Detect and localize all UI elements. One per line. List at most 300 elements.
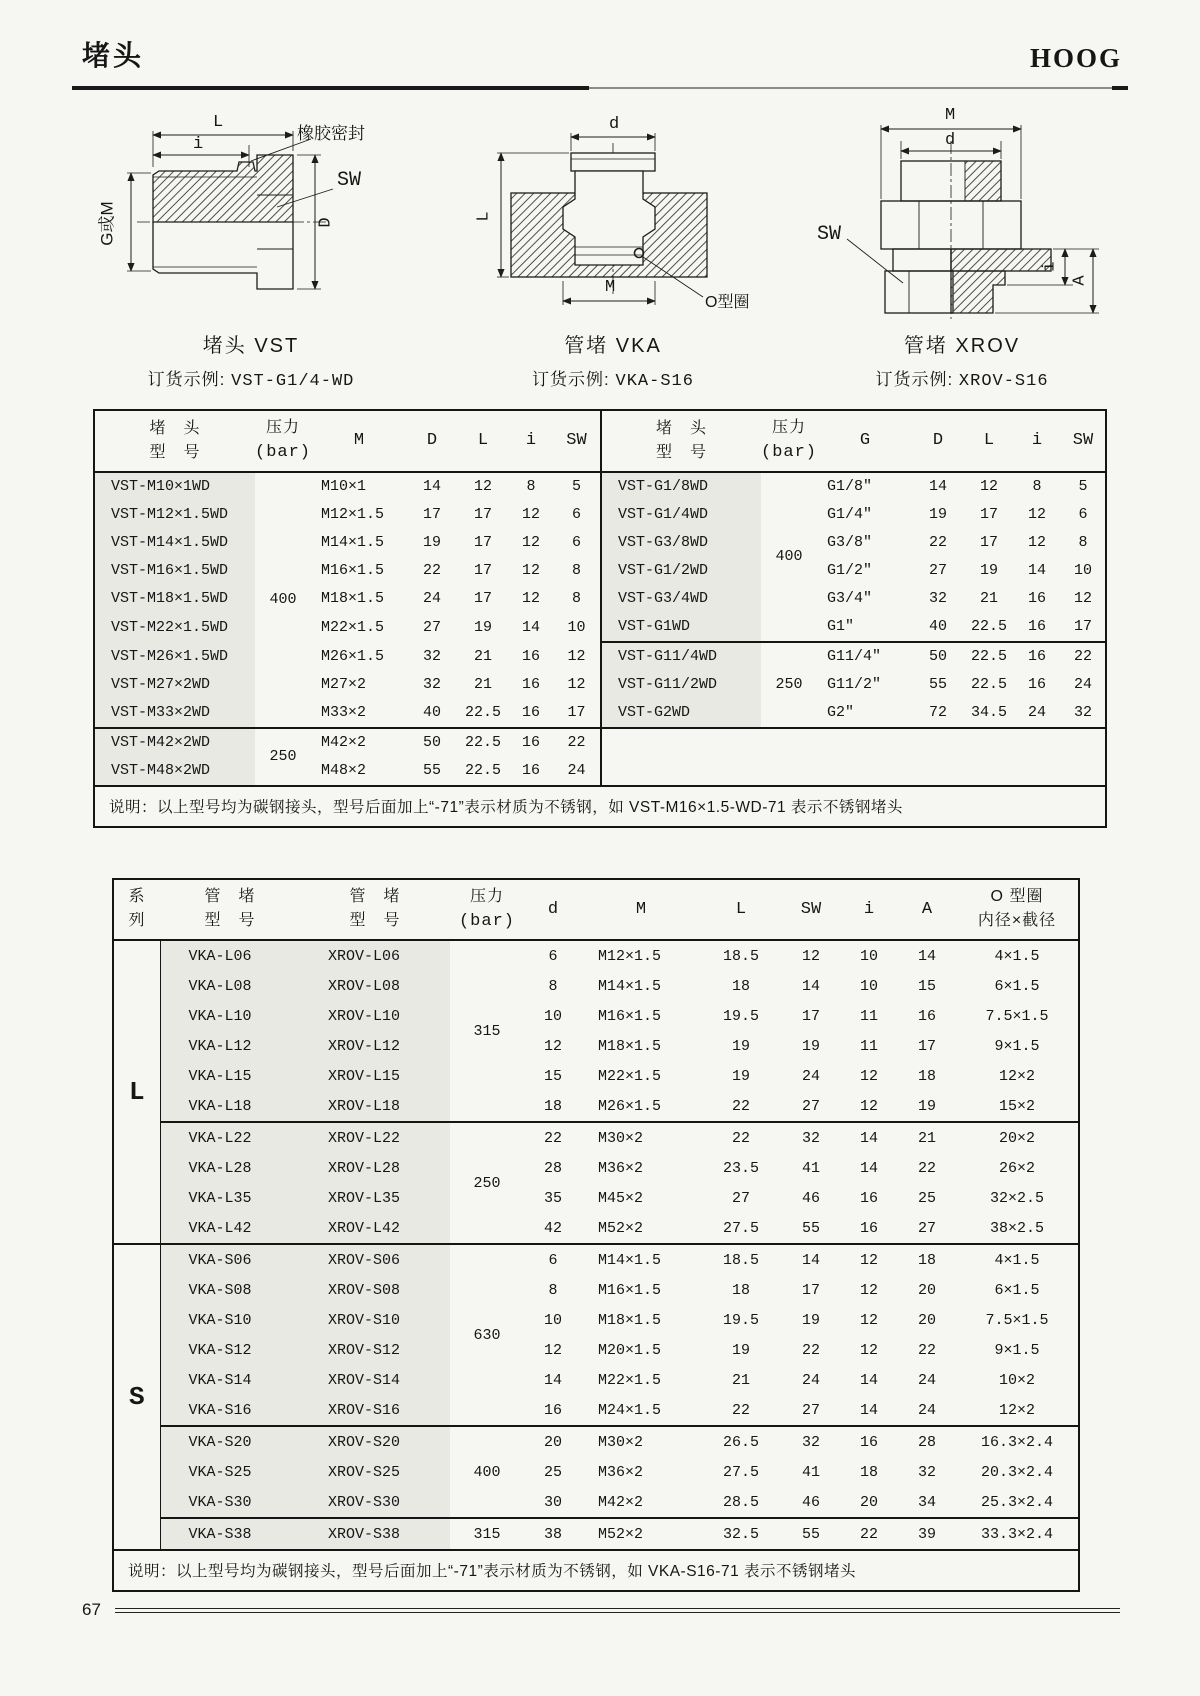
pressure-cell: 315	[450, 1518, 524, 1549]
value-cell: 14	[422, 478, 441, 495]
value-cell: 16	[521, 676, 540, 693]
vka-model-cell: VKA-L42	[160, 1213, 300, 1244]
table-row	[114, 1426, 1078, 1457]
model-cell: VST-M10×1WD	[95, 472, 255, 501]
table-row	[114, 1395, 1078, 1426]
figure-xrov	[794, 107, 1130, 391]
model-cell: VST-M14×1.5WD	[95, 529, 255, 557]
value-cell: 7.5×1.5	[985, 1007, 1049, 1025]
thread-cell: G3/4″	[827, 590, 873, 607]
pressure-cell: 400	[269, 591, 297, 608]
thread-cell: M42×2	[598, 1493, 644, 1511]
d-cell: 28	[543, 1159, 562, 1177]
value-cell: 38×2.5	[989, 1219, 1044, 1237]
figure-order-line	[457, 365, 769, 391]
xrov-model-cell: XROV-S10	[300, 1305, 450, 1335]
thread-cell: M30×2	[582, 1426, 700, 1457]
order-prefix: 订货示例:	[532, 370, 610, 389]
vst-spec-table-wrapper	[93, 409, 1107, 828]
value-cell: 17	[979, 534, 998, 551]
xrov-model-cell: XROV-L08	[300, 971, 450, 1001]
xrov-model-cell: XROV-L35	[300, 1183, 450, 1213]
d-cell: 38	[524, 1518, 582, 1549]
col-header-L: L	[457, 411, 509, 472]
value-cell: 32	[422, 676, 441, 693]
value-cell: 8	[571, 590, 581, 607]
value-cell: 22.5	[464, 704, 501, 721]
value-cell: 22	[731, 1401, 750, 1419]
model-cell: VST-M22×1.5WD	[95, 613, 255, 642]
value-cell: 32	[1073, 704, 1092, 721]
header-rule	[72, 86, 1128, 91]
value-cell: 24	[801, 1371, 820, 1389]
model-cell: VST-M16×1.5WD	[95, 557, 255, 585]
value-cell: 12	[859, 1311, 878, 1329]
thread-cell: M45×2	[598, 1189, 644, 1207]
value-cell: 46	[801, 1493, 820, 1511]
value-cell: 12	[840, 1244, 898, 1275]
value-cell: 22.5	[970, 676, 1007, 693]
value-cell: 12	[859, 1097, 878, 1115]
model-cell: VST-M18×1.5WD	[95, 585, 255, 613]
table-row	[114, 1365, 1078, 1395]
vka-xrov-spec-table-wrapper	[112, 878, 1080, 1593]
thread-cell: M24×1.5	[598, 1401, 662, 1419]
value-cell: 21	[473, 676, 492, 693]
value-cell: 12	[1027, 506, 1046, 523]
thread-cell: M16×1.5	[598, 1281, 662, 1299]
model-cell: VST-G3/8WD	[601, 529, 761, 557]
xrov-drawing	[797, 107, 1127, 325]
col-header-M: M	[311, 411, 407, 472]
oring-label: O型圈	[705, 294, 750, 311]
thread-cell: M22×1.5	[598, 1067, 662, 1085]
figure-vst	[70, 107, 432, 391]
vka-model-cell: VKA-S20	[160, 1426, 300, 1457]
value-cell: 19	[731, 1037, 750, 1055]
d-cell: 42	[543, 1219, 562, 1237]
dim-label-i: i	[1040, 261, 1060, 272]
value-cell: 27	[801, 1401, 820, 1419]
value-cell: 16	[859, 1219, 878, 1237]
value-cell: 32	[782, 1122, 840, 1153]
d-cell: 8	[548, 1281, 558, 1299]
vka-xrov-spec-table	[114, 880, 1078, 1550]
value-cell: 10	[1073, 562, 1092, 579]
pressure-cell: 630	[450, 1244, 524, 1426]
value-cell: 11	[859, 1007, 878, 1025]
value-cell: 14	[859, 1159, 878, 1177]
value-cell: 17	[801, 1007, 820, 1025]
value-cell: 8	[1078, 534, 1088, 551]
value-cell: 16	[840, 1426, 898, 1457]
value-cell: 26×2	[998, 1159, 1035, 1177]
value-cell: 8	[1032, 478, 1042, 495]
thread-cell: M18×1.5	[321, 590, 385, 607]
col-header-i: i	[1015, 411, 1059, 472]
xrov-model-cell: XROV-L22	[300, 1122, 450, 1153]
value-cell: 22.5	[970, 618, 1007, 635]
vka-canvas	[463, 107, 763, 325]
value-cell: 41	[801, 1159, 820, 1177]
thread-cell: M20×1.5	[598, 1341, 662, 1359]
vka-model-cell: VKA-S16	[160, 1395, 300, 1426]
value-cell: 17	[801, 1281, 820, 1299]
vka-model-cell: VKA-L08	[160, 971, 300, 1001]
vka-model-cell: VKA-S38	[160, 1518, 300, 1549]
d-cell: 10	[543, 1007, 562, 1025]
vka-model-cell: VKA-S14	[160, 1365, 300, 1395]
vka-model-cell: VKA-L15	[160, 1061, 300, 1091]
vka-model-cell: VKA-S12	[160, 1335, 300, 1365]
col-header-M: M	[582, 880, 700, 941]
vka-model-cell: VKA-S25	[160, 1457, 300, 1487]
value-cell: 17	[1073, 618, 1092, 635]
model-cell: VST-G1/4WD	[601, 501, 761, 529]
value-cell: 16	[1027, 618, 1046, 635]
value-cell: 24	[1073, 676, 1092, 693]
vst-drawing	[81, 107, 421, 325]
table-row	[114, 1061, 1078, 1091]
col-header-D: D	[913, 411, 963, 472]
value-cell: 16	[859, 1189, 878, 1207]
thread-cell: M22×1.5	[321, 618, 385, 636]
vst-table-body	[95, 472, 1107, 785]
table-row	[95, 757, 1107, 785]
value-cell: 14	[801, 977, 820, 995]
value-cell: 27	[928, 562, 947, 579]
table-row	[114, 1183, 1078, 1213]
xrov-model-cell: XROV-S38	[300, 1518, 450, 1549]
value-cell: 39	[898, 1518, 956, 1549]
value-cell: 18	[859, 1463, 878, 1481]
table-header-row	[114, 880, 1078, 941]
pressure-header: 压力 (bar)	[255, 411, 311, 472]
value-cell: 22	[928, 534, 947, 551]
value-cell: 17	[473, 562, 492, 579]
model-cell: VST-G1WD	[601, 613, 761, 642]
value-cell: 24	[1027, 704, 1046, 721]
value-cell: 22	[1059, 642, 1107, 671]
value-cell: 32.5	[700, 1518, 782, 1549]
value-cell: 24	[917, 1401, 936, 1419]
value-cell: 14	[859, 1371, 878, 1389]
value-cell: 12	[801, 947, 820, 965]
table-row	[114, 1213, 1078, 1244]
d-cell: 14	[543, 1371, 562, 1389]
value-cell: 19	[731, 1341, 750, 1359]
value-cell: 8	[571, 562, 581, 579]
value-cell: 55	[782, 1518, 840, 1549]
xrov-model-cell: XROV-S30	[300, 1487, 450, 1518]
thread-cell: M36×2	[598, 1463, 644, 1481]
d-cell: 18	[543, 1097, 562, 1115]
figure-order-line	[70, 365, 432, 391]
value-cell: 12	[521, 534, 540, 551]
thread-cell: M27×2	[321, 676, 367, 693]
thread-cell: M14×1.5	[598, 977, 662, 995]
value-cell: 20	[859, 1493, 878, 1511]
series-cell: S	[114, 1244, 160, 1549]
xrov-model-cell: XROV-L12	[300, 1031, 450, 1061]
thread-cell: M22×1.5	[598, 1371, 662, 1389]
xrov-model-cell: XROV-L18	[300, 1091, 450, 1122]
brand-logo: HOOG	[1029, 43, 1122, 73]
page-footer	[82, 1600, 1120, 1620]
xrov-model-cell: XROV-L28	[300, 1153, 450, 1183]
xrov-model-cell: XROV-S25	[300, 1457, 450, 1487]
value-cell: 4×1.5	[956, 1244, 1078, 1275]
value-cell: 19	[473, 618, 492, 636]
col-header-SW: SW	[782, 880, 840, 941]
thread-cell: G3/8″	[827, 534, 873, 551]
model-cell: VST-M26×1.5WD	[95, 642, 255, 671]
value-cell: 26.5	[700, 1426, 782, 1457]
dim-label-L: L	[474, 211, 494, 222]
table-row	[114, 1244, 1078, 1275]
value-cell: 33.3×2.4	[956, 1518, 1078, 1549]
xrov-model-cell: XROV-L42	[300, 1213, 450, 1244]
xrov-model-cell: XROV-S16	[300, 1395, 450, 1426]
value-cell: 12	[473, 478, 492, 495]
d-cell: 12	[543, 1341, 562, 1359]
value-cell: 6	[571, 506, 581, 523]
value-cell: 55	[801, 1219, 820, 1237]
value-cell: 19.5	[722, 1007, 759, 1025]
value-cell: 19	[731, 1067, 750, 1085]
value-cell: 16	[521, 762, 540, 779]
thread-cell: G11/4″	[817, 642, 913, 671]
page-header	[0, 0, 1200, 74]
thread-cell: M52×2	[598, 1219, 644, 1237]
value-cell: 18	[898, 1244, 956, 1275]
value-cell: 22	[700, 1122, 782, 1153]
value-cell: 12	[521, 506, 540, 523]
value-cell: 18	[731, 1281, 750, 1299]
value-cell: 28	[898, 1426, 956, 1457]
value-cell: 16.3×2.4	[956, 1426, 1078, 1457]
model-cell: VST-G1/2WD	[601, 557, 761, 585]
thread-cell: M48×2	[321, 762, 367, 779]
thread-cell: G1/4″	[827, 506, 873, 523]
value-cell: 22.5	[963, 642, 1015, 671]
value-cell: 6	[571, 534, 581, 551]
model-cell: VST-M42×2WD	[95, 728, 255, 757]
figure-vka	[457, 107, 769, 391]
value-cell: 12	[521, 562, 540, 579]
d-cell: 20	[524, 1426, 582, 1457]
order-example: VST-G1/4-WD	[231, 372, 355, 391]
value-cell: 24	[422, 590, 441, 607]
thread-cell: G1″	[827, 618, 855, 635]
vka-model-cell: VKA-L28	[160, 1153, 300, 1183]
table-row	[95, 613, 1107, 642]
value-cell: 15×2	[998, 1097, 1035, 1115]
xrov-model-cell: XROV-S12	[300, 1335, 450, 1365]
table-row	[114, 1457, 1078, 1487]
table-note: 说明：以上型号均为碳钢接头，型号后面加上“-71”表示材质为不锈钢，如 VKA-S16-71 表示不锈钢堵头	[114, 1549, 1078, 1590]
value-cell: 12	[859, 1067, 878, 1085]
value-cell: 18.5	[700, 1244, 782, 1275]
xrov-model-cell: XROV-L10	[300, 1001, 450, 1031]
value-cell: 24	[801, 1067, 820, 1085]
model-cell: VST-G11/4WD	[601, 642, 761, 671]
figures-row	[70, 107, 1130, 391]
d-cell: 22	[524, 1122, 582, 1153]
table-row	[95, 728, 1107, 757]
thread-cell: G11/2″	[827, 676, 882, 693]
col-header-SW: SW	[1059, 411, 1107, 472]
thread-cell: G1/8″	[827, 478, 873, 495]
value-cell: 27.5	[722, 1463, 759, 1481]
value-cell: 18	[917, 1067, 936, 1085]
thread-cell: M16×1.5	[321, 562, 385, 579]
table-row	[114, 1122, 1078, 1153]
thread-cell: M26×1.5	[321, 647, 385, 665]
xrov-model-header: 管 堵 型 号	[300, 880, 450, 941]
vka-model-cell: VKA-L12	[160, 1031, 300, 1061]
thread-cell: M14×1.5	[321, 534, 385, 551]
value-cell: 22	[731, 1097, 750, 1115]
value-cell: 18.5	[722, 947, 759, 965]
xrov-model-cell: XROV-S06	[300, 1244, 450, 1275]
table-row	[95, 501, 1107, 529]
value-cell: 50	[407, 728, 457, 757]
rule-segment	[72, 86, 589, 90]
value-cell: 10	[859, 977, 878, 995]
table-note: 说明：以上型号均为碳钢接头，型号后面加上“-71”表示材质为不锈钢，如 VST-M16×1.5-WD-71 表示不锈钢堵头	[95, 785, 1105, 826]
value-cell: 16	[521, 704, 540, 721]
value-cell: 17	[917, 1037, 936, 1055]
empty-cell	[601, 728, 1107, 757]
value-cell: 12	[859, 1341, 878, 1359]
thread-cell: M30×2	[582, 1122, 700, 1153]
vka-model-cell: VKA-L10	[160, 1001, 300, 1031]
value-cell: 17	[979, 506, 998, 523]
value-cell: 22.5	[457, 728, 509, 757]
value-cell: 72	[928, 704, 947, 721]
value-cell: 32×2.5	[989, 1189, 1044, 1207]
model-cell: VST-G11/2WD	[601, 671, 761, 699]
value-cell: 34	[917, 1493, 936, 1511]
vst-canvas	[81, 107, 421, 325]
model-cell: VST-M48×2WD	[95, 757, 255, 785]
sw-label: SW	[337, 169, 362, 192]
value-cell: 22	[917, 1341, 936, 1359]
value-cell: 15	[917, 977, 936, 995]
xrov-model-cell: XROV-S08	[300, 1275, 450, 1305]
pressure-cell: 400	[450, 1426, 524, 1518]
value-cell: 10	[567, 618, 586, 636]
col-header-L: L	[963, 411, 1015, 472]
value-cell: 28.5	[722, 1493, 759, 1511]
value-cell: 21	[731, 1371, 750, 1389]
value-cell: 20	[917, 1281, 936, 1299]
table-row	[114, 1001, 1078, 1031]
model-header: 堵 头 型 号	[95, 411, 255, 472]
order-example: VKA-S16	[615, 372, 694, 391]
thread-cell: M12×1.5	[321, 506, 385, 523]
value-cell: 20×2	[956, 1122, 1078, 1153]
value-cell: 12	[1027, 534, 1046, 551]
table-row	[114, 1305, 1078, 1335]
table-row	[95, 671, 1107, 699]
value-cell: 6×1.5	[994, 1281, 1040, 1299]
value-cell: 20.3×2.4	[980, 1463, 1053, 1481]
model-cell: VST-G1/8WD	[601, 472, 761, 501]
value-cell: 21	[898, 1122, 956, 1153]
value-cell: 14	[1027, 562, 1046, 579]
value-cell: 55	[422, 762, 441, 779]
value-cell: 40	[422, 704, 441, 721]
thread-cell: M10×1	[321, 478, 367, 495]
value-cell: 19	[928, 506, 947, 523]
thread-cell: G2″	[827, 704, 855, 721]
value-cell: 22	[422, 562, 441, 579]
d-cell: 10	[543, 1311, 562, 1329]
value-cell: 9×1.5	[994, 1341, 1040, 1359]
value-cell: 40	[928, 618, 947, 635]
value-cell: 24	[917, 1371, 936, 1389]
value-cell: 14	[840, 1122, 898, 1153]
value-cell: 17	[473, 590, 492, 607]
table-row	[114, 971, 1078, 1001]
table-row	[114, 1518, 1078, 1549]
d-cell: 25	[543, 1463, 562, 1481]
value-cell: 14	[928, 478, 947, 495]
vka-model-cell: VKA-L35	[160, 1183, 300, 1213]
sw-label: SW	[817, 223, 842, 246]
thread-cell: M36×2	[598, 1159, 644, 1177]
col-header-d: d	[524, 880, 582, 941]
vka-model-cell: VKA-S10	[160, 1305, 300, 1335]
model-cell: VST-M27×2WD	[95, 671, 255, 699]
model-cell: VST-G2WD	[601, 699, 761, 728]
footer-rule	[115, 1608, 1120, 1613]
value-cell: 6	[1078, 506, 1088, 523]
value-cell: 22.5	[464, 762, 501, 779]
value-cell: 19	[422, 534, 441, 551]
xrov-canvas	[797, 107, 1127, 325]
d-cell: 35	[543, 1189, 562, 1207]
figure-caption: 堵头 VST	[202, 335, 300, 357]
value-cell: 19	[801, 1311, 820, 1329]
value-cell: 17	[473, 534, 492, 551]
order-prefix: 订货示例:	[875, 370, 954, 389]
col-header-SW: SW	[553, 411, 601, 472]
value-cell: 12×2	[998, 1067, 1035, 1085]
page-number: 67	[82, 1600, 101, 1619]
value-cell: 32	[917, 1463, 936, 1481]
thread-cell: M18×1.5	[598, 1037, 662, 1055]
value-cell: 14	[521, 618, 540, 636]
value-cell: 12	[567, 647, 586, 665]
value-cell: 12	[521, 590, 540, 607]
value-cell: 16	[917, 1007, 936, 1025]
value-cell: 27	[422, 618, 441, 636]
value-cell: 19	[801, 1037, 820, 1055]
table-row	[114, 1335, 1078, 1365]
value-cell: 27	[917, 1219, 936, 1237]
thread-dia-label: G或M	[97, 201, 117, 246]
col-header-A: A	[898, 880, 956, 941]
thread-cell: M18×1.5	[598, 1311, 662, 1329]
thread-cell: G1/2″	[827, 562, 873, 579]
thread-cell: M26×1.5	[598, 1097, 662, 1115]
value-cell: 22	[917, 1159, 936, 1177]
thread-cell: M16×1.5	[598, 1007, 662, 1025]
table-row	[95, 529, 1107, 557]
